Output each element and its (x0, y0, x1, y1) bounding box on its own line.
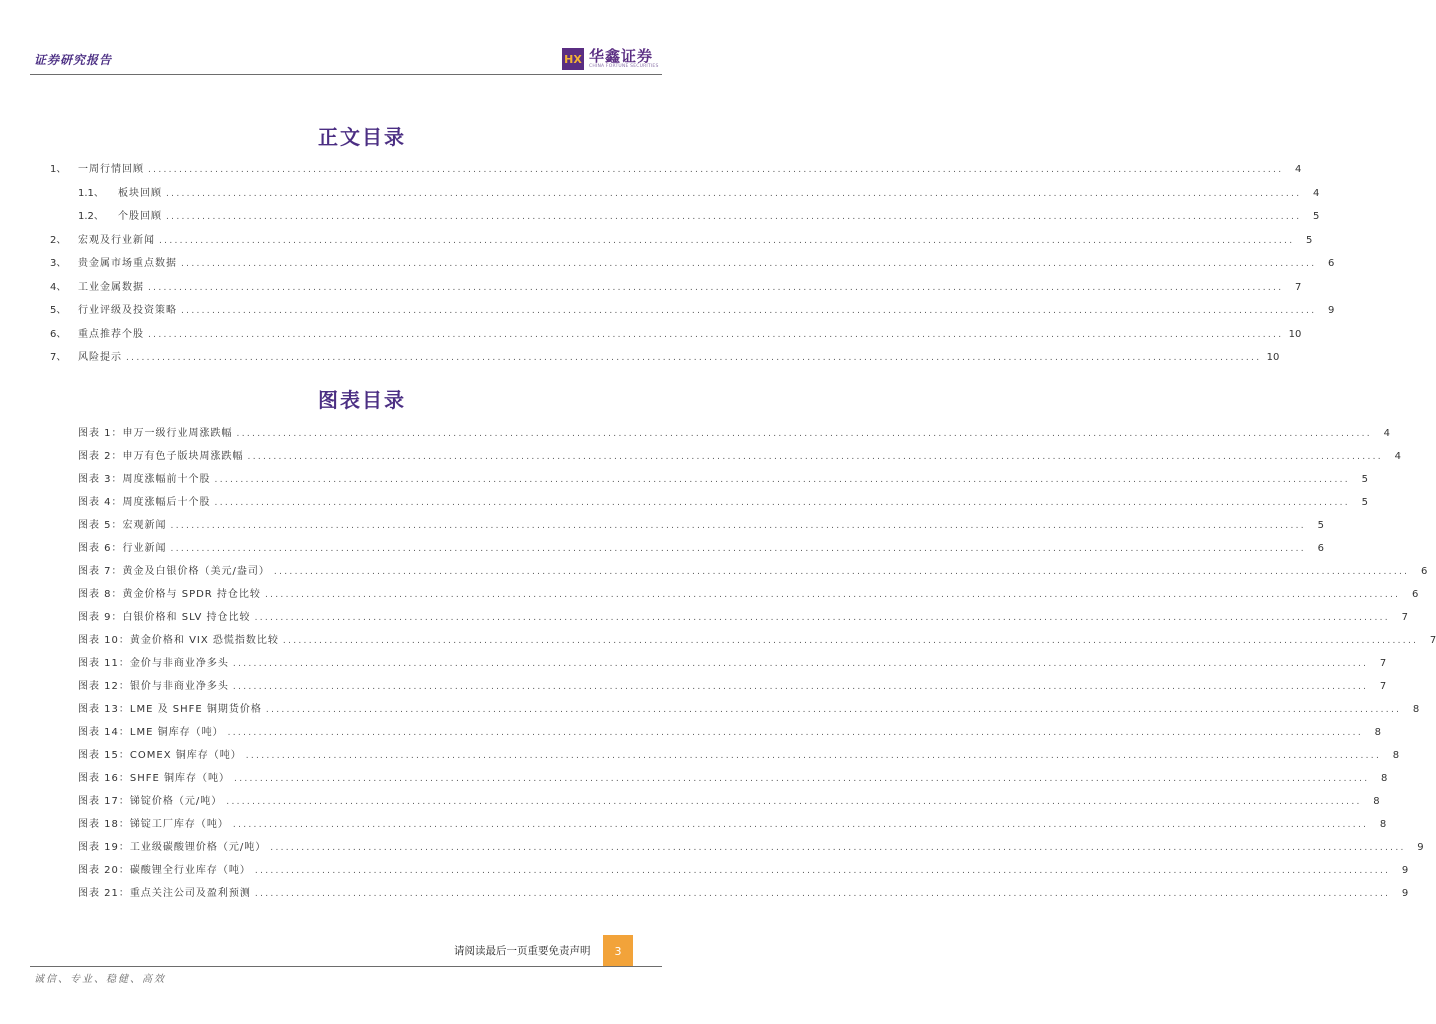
toc-entry-number: 1.2、 (78, 211, 104, 222)
toc-entry[interactable] (50, 184, 1320, 208)
figure-entry-page: 7 (1429, 635, 1436, 646)
dot-leader: ............................................................................................................................................................................................................................ (148, 282, 1284, 293)
toc-entry-title: 重点推荐个股 (78, 328, 144, 340)
dot-leader: ............................................................................................................................................................................................................................ (273, 567, 1410, 577)
figure-entry-title: 图表 8：黄金价格与 SPDR 持仓比较 (78, 589, 261, 600)
toc-list (50, 160, 1335, 372)
toc-entry[interactable] (50, 348, 1280, 372)
toc-entry-page: 5 (1313, 211, 1320, 222)
logo-mark-icon: HX (562, 48, 584, 70)
toc-entry[interactable] (50, 207, 1320, 231)
figure-entry[interactable] (78, 677, 1387, 700)
toc-entry-number: 2、 (50, 234, 67, 246)
toc-entry-title: 一周行情回顾 (78, 164, 144, 175)
figure-entry-title: 图表 12：银价与非商业净多头 (78, 681, 229, 692)
dot-leader: ............................................................................................................................................................................................................................ (170, 521, 1306, 531)
dot-leader: ............................................................................................................................................................................................................................ (245, 751, 1382, 761)
toc-entry-page: 9 (1328, 305, 1335, 316)
page-number-badge: 3 (603, 935, 633, 967)
figure-entry-page: 8 (1374, 727, 1381, 738)
figure-entry-page: 9 (1401, 865, 1409, 876)
figure-entry-title: 图表 9：白银价格和 SLV 持仓比较 (78, 612, 251, 623)
figure-entry-page: 4 (1394, 451, 1401, 462)
figure-entry-title: 图表 3：周度涨幅前十个股 (78, 474, 211, 485)
footer-motto: 诚信、专业、稳健、高效 (34, 974, 166, 985)
figure-entry-page: 5 (1317, 520, 1324, 531)
figure-entry[interactable] (78, 562, 1428, 585)
dot-leader: ............................................................................................................................................................................................................................ (166, 188, 1302, 199)
dot-leader: ............................................................................................................................................................................................................................ (148, 329, 1284, 340)
figure-entry-title: 图表 15：COMEX 铜库存（吨） (78, 750, 242, 761)
dot-leader: ............................................................................................................................................................................................................................ (282, 636, 1419, 646)
figure-entry-title: 图表 11：金价与非商业净多头 (78, 658, 229, 669)
dot-leader: ............................................................................................................................................................................................................................ (234, 774, 1370, 784)
figure-entry[interactable] (78, 746, 1400, 769)
figure-entry-title: 图表 1：申万一级行业周涨跌幅 (78, 428, 233, 439)
toc-entry[interactable] (50, 278, 1302, 302)
toc-entry-page: 4 (1295, 164, 1302, 175)
header-divider (30, 74, 662, 75)
figure-entry-page: 8 (1373, 796, 1380, 807)
toc-entry-page: 7 (1295, 281, 1302, 293)
figure-entry-page: 5 (1361, 497, 1368, 508)
dot-leader: ............................................................................................................................................................................................................................ (166, 212, 1302, 222)
toc-entry-page: 6 (1328, 258, 1335, 269)
figures-list (78, 424, 1436, 907)
figure-entry[interactable] (78, 608, 1408, 631)
figure-entry[interactable] (78, 815, 1387, 838)
dot-leader: ............................................................................................................................................................................................................................ (254, 613, 1390, 623)
figure-entry-page: 9 (1401, 888, 1409, 899)
figure-entry[interactable] (78, 631, 1436, 654)
toc-entry-title: 工业金属数据 (78, 281, 144, 293)
figure-entry-page: 7 (1379, 681, 1387, 692)
figures-heading: 图表目录 (318, 388, 406, 412)
figure-entry[interactable] (78, 884, 1409, 907)
dot-leader: ............................................................................................................................................................................................................................ (247, 452, 1383, 462)
figure-entry[interactable] (78, 654, 1387, 677)
toc-entry-number: 7、 (50, 352, 67, 363)
disclaimer-note: 请阅读最后一页重要免责声明 (454, 945, 591, 957)
figure-entry-title: 图表 4：周度涨幅后十个股 (78, 497, 211, 508)
dot-leader: ............................................................................................................................................................................................................................ (226, 797, 1362, 807)
dot-leader: ............................................................................................................................................................................................................................ (254, 866, 1391, 876)
figure-entry[interactable] (78, 861, 1409, 884)
figure-entry-page: 8 (1379, 819, 1387, 830)
dot-leader: ............................................................................................................................................................................................................................ (170, 544, 1306, 554)
figure-entry-title: 图表 7：黄金及白银价格（美元/盎司） (78, 566, 270, 577)
dot-leader: ............................................................................................................................................................................................................................ (254, 889, 1391, 899)
figure-entry-page: 7 (1401, 612, 1408, 623)
dot-leader: ............................................................................................................................................................................................................................ (214, 498, 1350, 508)
dot-leader: ............................................................................................................................................................................................................................ (159, 235, 1295, 246)
figure-entry[interactable] (78, 769, 1388, 792)
toc-entry-number: 6、 (50, 328, 67, 340)
dot-leader: ............................................................................................................................................................................................................................ (264, 590, 1401, 600)
toc-entry-page: 10 (1266, 352, 1280, 363)
figure-entry[interactable] (78, 516, 1324, 539)
figure-entry-page: 6 (1317, 543, 1324, 554)
toc-entry-title: 宏观及行业新闻 (78, 234, 155, 246)
figure-entry-page: 8 (1381, 773, 1388, 784)
toc-entry[interactable] (50, 254, 1335, 278)
figure-entry-title: 图表 14：LME 铜库存（吨） (78, 727, 224, 738)
figure-entry-page: 7 (1379, 658, 1387, 669)
figure-entry[interactable] (78, 585, 1419, 608)
dot-leader: ............................................................................................................................................................................................................................ (232, 659, 1369, 669)
figure-entry-page: 5 (1361, 474, 1368, 485)
figure-entry-title: 图表 17：锑锭价格（元/吨） (78, 796, 223, 807)
toc-entry-number: 3、 (50, 258, 67, 269)
toc-entry[interactable] (50, 231, 1313, 255)
figure-entry-title: 图表 10：黄金价格和 VIX 恐慌指数比较 (78, 635, 279, 646)
figure-entry-title: 图表 19：工业级碳酸锂价格（元/吨） (78, 842, 267, 853)
figure-entry-title: 图表 13：LME 及 SHFE 铜期货价格 (78, 704, 262, 715)
report-type-label: 证券研究报告 (34, 53, 113, 67)
dot-leader: ............................................................................................................................................................................................................................ (148, 165, 1284, 175)
dot-leader: ............................................................................................................................................................................................................................ (227, 728, 1363, 738)
footer-divider (30, 966, 662, 967)
dot-leader: ............................................................................................................................................................................................................................ (232, 820, 1369, 830)
toc-entry-page: 5 (1306, 234, 1313, 246)
company-logo (562, 46, 662, 72)
figure-entry-page: 6 (1411, 589, 1419, 600)
figure-entry[interactable] (78, 700, 1420, 723)
toc-entry[interactable] (50, 301, 1335, 325)
figure-entry[interactable] (78, 792, 1380, 815)
toc-entry-title: 板块回顾 (118, 187, 162, 199)
figure-entry-page: 4 (1383, 428, 1390, 439)
toc-entry[interactable] (50, 325, 1302, 349)
dot-leader: ............................................................................................................................................................................................................................ (126, 353, 1262, 363)
figure-entry[interactable] (78, 539, 1324, 562)
figure-entry[interactable] (78, 424, 1390, 447)
toc-entry-page: 10 (1288, 328, 1302, 340)
dot-leader: ............................................................................................................................................................................................................................ (181, 306, 1317, 316)
toc-entry-page: 4 (1313, 187, 1320, 199)
figure-entry-title: 图表 6：行业新闻 (78, 543, 167, 554)
dot-leader: ............................................................................................................................................................................................................................ (236, 429, 1372, 439)
figure-entry-title: 图表 2：申万有色子版块周涨跌幅 (78, 451, 244, 462)
figure-entry[interactable] (78, 838, 1424, 861)
figure-entry[interactable] (78, 493, 1368, 516)
figure-entry-title: 图表 18：锑锭工厂库存（吨） (78, 819, 229, 830)
dot-leader: ............................................................................................................................................................................................................................ (181, 259, 1317, 269)
toc-entry[interactable] (50, 160, 1302, 184)
dot-leader: ............................................................................................................................................................................................................................ (265, 705, 1402, 715)
logo-subtext: CHINA FORTUNE SECURITIES (589, 64, 659, 69)
figure-entry-title: 图表 21：重点关注公司及盈利预测 (78, 888, 251, 899)
logo-text: 华鑫证券 (589, 47, 654, 65)
toc-entry-number: 1、 (50, 164, 67, 175)
figure-entry-page: 8 (1392, 750, 1400, 761)
figure-entry[interactable] (78, 470, 1368, 493)
toc-entry-number: 4、 (50, 281, 67, 293)
figure-entry-title: 图表 16：SHFE 铜库存（吨） (78, 773, 231, 784)
toc-entry-number: 1.1、 (78, 187, 104, 199)
figure-entry-title: 图表 5：宏观新闻 (78, 520, 167, 531)
dot-leader: ............................................................................................................................................................................................................................ (232, 682, 1369, 692)
figure-entry-page: 6 (1420, 566, 1428, 577)
figure-entry-title: 图表 20：碳酸锂全行业库存（吨） (78, 865, 251, 876)
toc-entry-title: 风险提示 (78, 352, 122, 363)
figure-entry[interactable] (78, 447, 1401, 470)
dot-leader: ............................................................................................................................................................................................................................ (270, 843, 1406, 853)
toc-entry-title: 行业评级及投资策略 (78, 305, 177, 316)
toc-entry-number: 5、 (50, 305, 67, 316)
figure-entry-page: 9 (1417, 842, 1424, 853)
toc-heading: 正文目录 (318, 125, 406, 149)
figure-entry[interactable] (78, 723, 1381, 746)
toc-entry-title: 个股回顾 (118, 211, 162, 222)
dot-leader: ............................................................................................................................................................................................................................ (214, 475, 1350, 485)
figure-entry-page: 8 (1412, 704, 1420, 715)
toc-entry-title: 贵金属市场重点数据 (78, 258, 177, 269)
